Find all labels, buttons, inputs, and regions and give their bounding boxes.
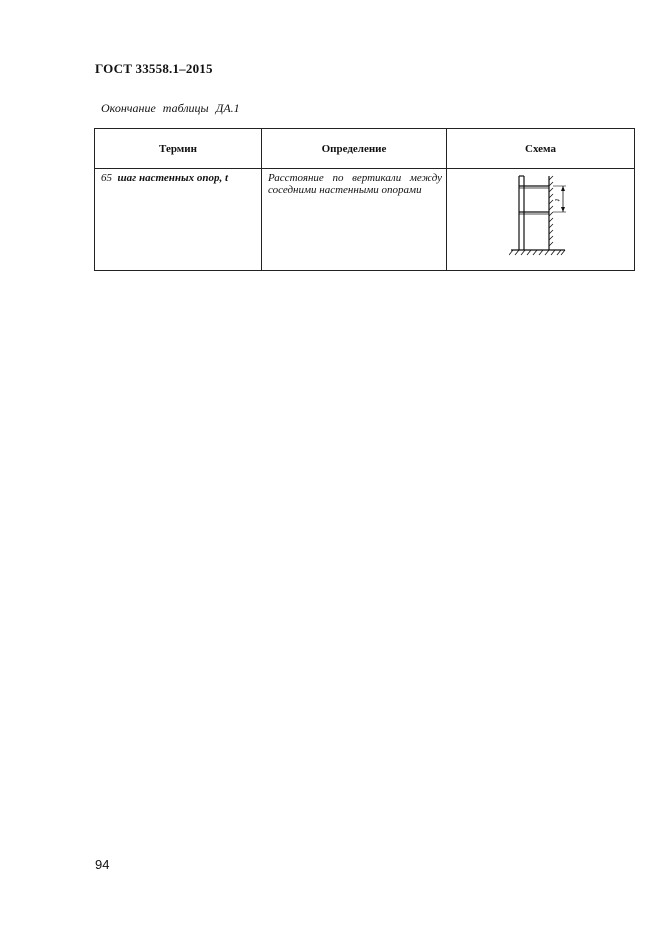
term-cell: [95, 169, 262, 271]
table-row: [95, 169, 635, 271]
table-caption: Окончание таблицы ДА.1: [101, 101, 240, 115]
column-header-term: Термин: [95, 129, 262, 169]
page-number: 94: [95, 857, 110, 872]
scheme-cell: [447, 169, 635, 271]
column-header-definition: Определение: [262, 129, 447, 169]
table-header-row: [95, 129, 635, 169]
column-header-scheme: Схема: [447, 129, 635, 169]
term-number: 65: [101, 172, 112, 184]
term-name: шаг настенных опор, t: [117, 172, 229, 184]
dimension-label: t: [553, 199, 562, 202]
definition-cell: [262, 169, 447, 271]
wall-support-pitch-diagram: [509, 174, 573, 258]
terms-table: [94, 128, 635, 271]
document-code: ГОСТ 33558.1–2015: [95, 61, 213, 76]
definition-text: Расстояние по вертикали между соседними настенными опорами: [268, 172, 442, 196]
